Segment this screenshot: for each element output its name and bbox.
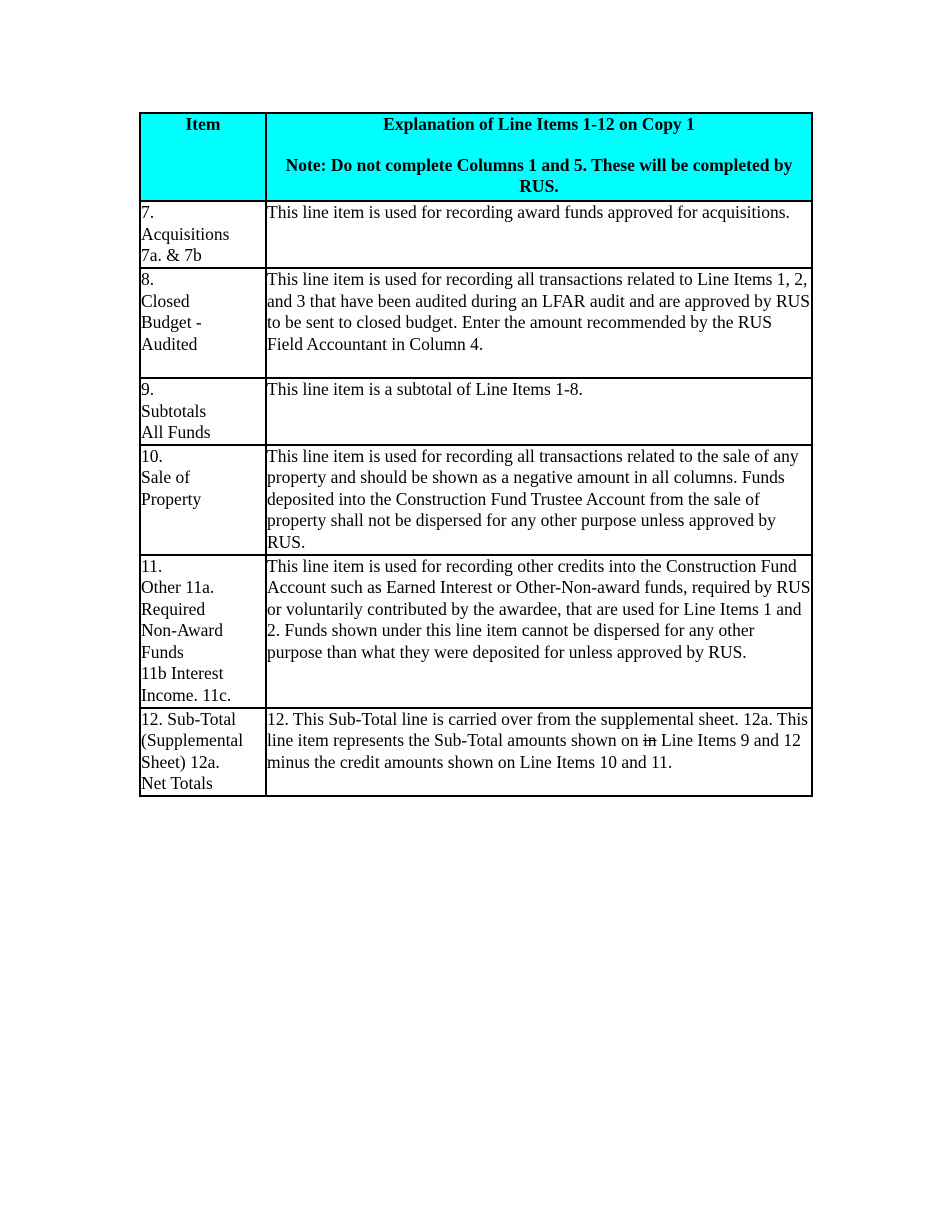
- explanation-title: Explanation of Line Items 1-12 on Copy 1: [383, 114, 695, 134]
- explanation-text: 12. This Sub-Total line is carried over from the supplemental sheet. 12a. This line item represents the Sub-Total amounts shown on: [267, 708, 808, 750]
- item-column-header: Item: [140, 113, 266, 201]
- row-item-label: 8. Closed Budget - Audited: [140, 268, 266, 378]
- row-item-label: 7. Acquisitions 7a. & 7b: [140, 201, 266, 268]
- table-row: [140, 201, 812, 268]
- row-explanation: This line item is used for recording other credits into the Construction Fund Account such as Earned Interest or Other-Non-award funds, required by RUS or voluntarily contributed by the awardee, that are used for Line Items 1 and 2. Funds shown under this line item cannot be dispersed for any other purpose than what they were deposited for unless approved by RUS.: [266, 555, 812, 708]
- table-row: [140, 708, 812, 796]
- row-explanation: This line item is used for recording all transactions related to the sale of any property and should be shown as a negative amount in all columns. Funds deposited into the Construction Fund Trustee Account from the sale of property shall not be dispersed for any other purpose unless approved by RUS.: [266, 445, 812, 555]
- struck-text: in: [642, 730, 657, 750]
- table-row: [140, 268, 812, 378]
- table-row: [140, 555, 812, 708]
- row-explanation: This line item is a subtotal of Line Items 1-8.: [266, 378, 812, 445]
- table-row: [140, 378, 812, 445]
- row-explanation: This line item is used for recording all transactions related to Line Items 1, 2, and 3 that have been audited during an LFAR audit and are approved by RUS to be sent to closed budget. Enter the amount recommended by the RUS Field Accountant in Column 4.: [266, 268, 812, 378]
- line-items-table: [139, 112, 813, 797]
- row-explanation: This line item is used for recording award funds approved for acquisitions.: [266, 201, 812, 268]
- explanation-text: Line Items 9 and 12 minus the credit amounts shown on Line Items 10 and 11.: [267, 730, 801, 772]
- explanation-note: Note: Do not complete Columns 1 and 5. These will be completed by RUS.: [285, 154, 793, 196]
- row-item-label: 9. Subtotals All Funds: [140, 378, 266, 445]
- table-header-row: [140, 113, 812, 201]
- table-row: [140, 445, 812, 555]
- row-item-label: 10. Sale of Property: [140, 445, 266, 555]
- row-explanation: [266, 708, 812, 796]
- explanation-column-header: [266, 113, 812, 201]
- row-item-label: 11. Other 11a. Required Non-Award Funds 11b Interest Income. 11c.: [140, 555, 266, 708]
- row-item-label: 12. Sub-Total (Supplemental Sheet) 12a. Net Totals: [140, 708, 266, 796]
